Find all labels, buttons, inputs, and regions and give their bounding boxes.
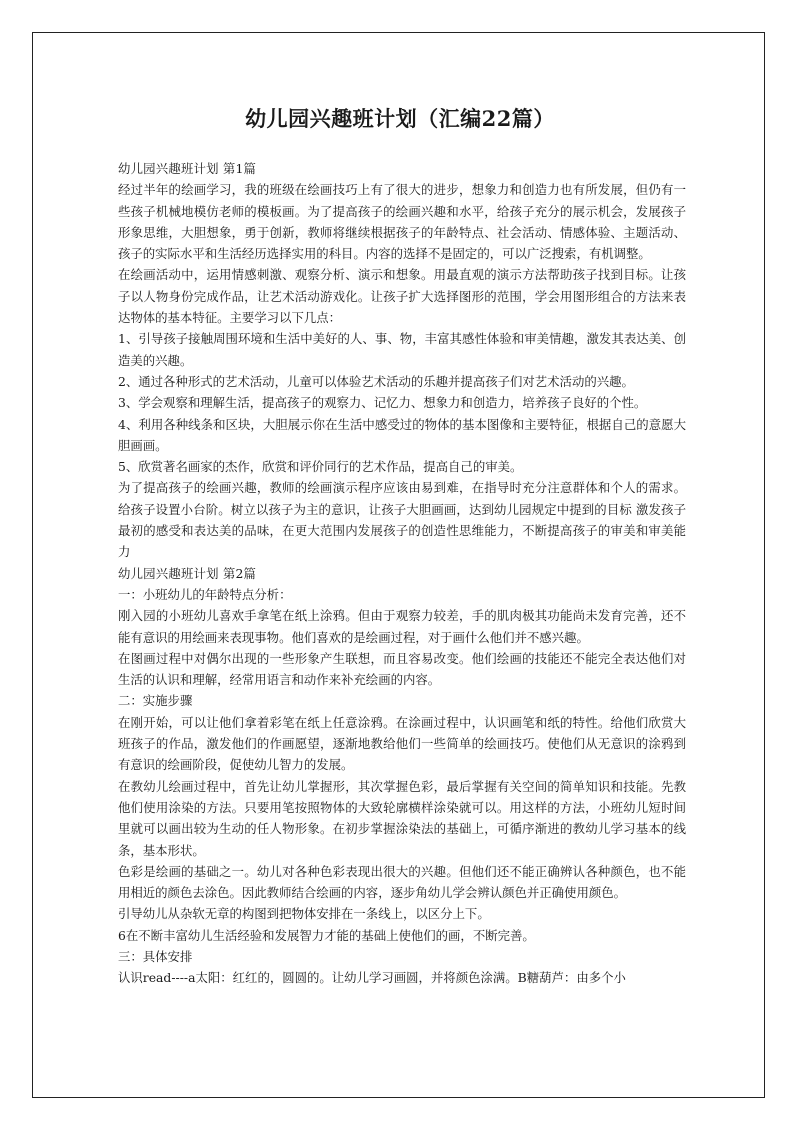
subheading: 三：具体安排 [118,948,193,964]
list-item: 5、欣赏著名画家的杰作，欣赏和评价同行的艺术作品，提高自己的审美。 [118,459,523,475]
document-title: 幼儿园兴趣班计划（汇编22篇） [245,106,555,131]
document-body [118,158,686,989]
subheading: 一：小班幼儿的年龄特点分析： [118,586,292,602]
paragraph: 在图画过程中对偶尔出现的一些形象产生联想，而且容易改变。他们绘画的技能还不能完全表达他们对生活的认识和理解，经常用语言和动作来补充绘画的内容。 [118,650,686,688]
subheading: 二：实施步骤 [118,693,193,709]
list-item: 2、通过各种形式的艺术活动，儿童可以体验艺术活动的乐趣并提高孩子们对艺术活动的兴趣。 [118,373,634,389]
paragraph: 色彩是绘画的基础之一。幼儿对各种色彩表现出很大的兴趣。但他们还不能正确辨认各种颜色，也不能用相近的颜色去涂色。因此教师结合绘画的内容，逐步角幼儿学会辨认颜色并正确使用颜色。 [118,863,686,901]
paragraph: 在刚开始，可以让他们拿着彩笔在纸上任意涂鸦。在涂画过程中，认识画笔和纸的特性。给他们欣赏大班孩子的作品，激发他们的作画愿望，逐渐地教给他们一些简单的绘画技巧。使他们从无意识的涂鸦到有意识的绘画阶段，促使幼儿智力的发展。 [118,714,686,773]
paragraph: 刚入园的小班幼儿喜欢手拿笔在纸上涂鸦。但由于观察力较差，手的肌肉极其功能尚未发育完善，还不能有意识的用绘画来表现事物。他们喜欢的是绘画过程，对于画什么他们并不感兴趣。 [118,608,686,645]
section-heading: 幼儿园兴趣班计划 第2篇 [118,565,257,581]
paragraph: 在教幼儿绘画过程中，首先让幼儿掌握形，其次掌握色彩，最后掌握有关空间的简单知识和技能。先教他们使用涂染的方法。只要用笔按照物体的大致轮廓横样涂染就可以。用这样的方法，小班幼儿短时间里就可以画出较为生动的任人物形象。在初步掌握涂染法的基础上，可循序渐进的教幼儿学习基本的线条，基本形状。 [118,778,686,858]
paragraph: 为了提高孩子的绘画兴趣，教师的绘画演示程序应该由易到难，在指导时充分注意群体和个人的需求。给孩子设置小台阶。树立以孩子为主的意识，让孩子大胆画画，达到幼儿园规定中提到的目标 激发孩子最初的感受和表达美的品味，在更大范围内发展孩子的创造性思维能力，不断提高孩子的审美和审美能力 [118,480,686,560]
list-item: 1、引导孩子接触周围环境和生活中美好的人、事、物，丰富其感性体验和审美情趣，激发其表达美、创造美的兴趣。 [118,331,686,368]
list-item: 3、学会观察和理解生活，提高孩子的观察力、记忆力、想象力和创造力，培养孩子良好的个性。 [118,395,647,411]
paragraph: 认识read----a太阳：红红的，圆圆的。让幼儿学习画圆，并将颜色涂满。B糖葫芦：由多个小 [118,970,626,986]
paragraph: 6在不断丰富幼儿生活经验和发展智力才能的基础上使他们的画，不断完善。 [118,927,535,943]
section-heading: 幼儿园兴趣班计划 第1篇 [118,161,257,176]
list-item: 4、利用各种线条和区块，大胆展示你在生活中感受过的物体的基本图像和主要特征，根据自己的意愿大胆画画。 [118,416,686,453]
paragraph: 经过半年的绘画学习，我的班级在绘画技巧上有了很大的进步，想象力和创造力也有所发展，但仍有一些孩子机械地模仿老师的模板画。为了提高孩子的绘画兴趣和水平，给孩子充分的展示机会，发展孩子形象思维，大胆想象，勇于创新，教师将继续根据孩子的年龄特点、社会活动、情感体验、主题活动、孩子的实际水平和生活经历选择实用的科目。内容的选择不是固定的，可以广泛搜索，有机调整。 [118,182,686,262]
paragraph: 引导幼儿从杂软无章的构图到把物体安排在一条线上，以区分上下。 [118,906,490,922]
paragraph: 在绘画活动中，运用情感刺激、观察分析、演示和想象。用最直观的演示方法帮助孩子找到目标。让孩子以人物身份完成作品，让艺术活动游戏化。让孩子扩大选择图形的范围，学会用图形组合的方法来表达物体的基本特征。主要学习以下几点： [118,267,686,326]
